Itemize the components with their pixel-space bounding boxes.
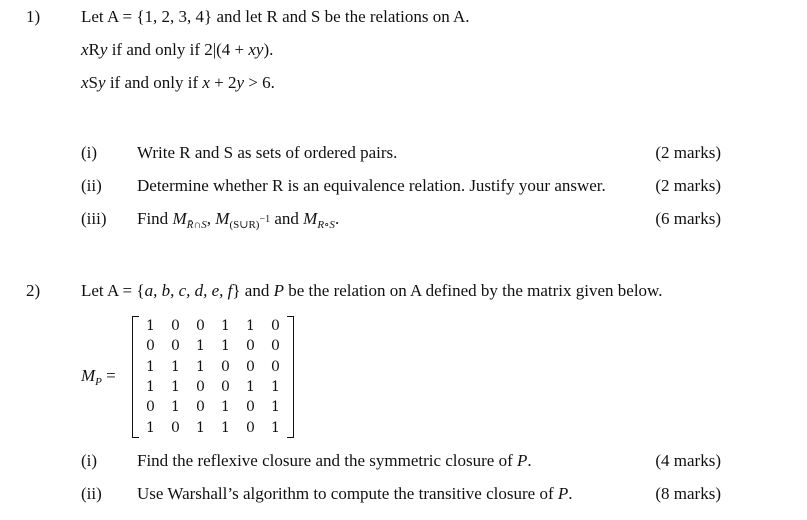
q1-part-ii-text: Determine whether R is an equivalence relation. Justify your answer. [137, 176, 606, 195]
matrix-cell: 1 [271, 419, 280, 436]
relation-s-definition: xSy if and only if x + 2y > 6. [81, 73, 275, 92]
matrix-cell: 1 [146, 379, 155, 396]
matrix-cell: 1 [221, 419, 230, 436]
q2-part-ii-text: Use Warshall’s algorithm to compute the transitive closure of P. [137, 484, 573, 503]
matrix-cell: 0 [271, 338, 280, 355]
q2-part-ii-marks: (8 marks) [655, 484, 721, 503]
q1-part-iii-text: Find $M_{R̄\cap S}$, $M_{(S\cup R)}-1$ and $M_{R\circ S}$. [137, 209, 340, 231]
q1-part-i-text: Write R and S as sets of ordered pairs. [137, 143, 398, 162]
matrix-cell: 1 [196, 419, 205, 436]
matrix-cell: 1 [171, 358, 180, 375]
matrix-cell: 0 [171, 338, 180, 355]
matrix-cell: 0 [246, 419, 255, 436]
matrix-label: $M_P$ = [81, 366, 116, 388]
matrix-cell: 1 [196, 358, 205, 375]
q2-part-i-text: Find the reflexive closure and the symmetric closure of P. [137, 451, 532, 470]
matrix-cell: 1 [146, 318, 155, 335]
matrix-cell: 0 [221, 358, 230, 375]
q1-part-i-label: (i) [81, 143, 98, 162]
matrix-cell: 0 [171, 419, 180, 436]
matrix-cell: 0 [271, 358, 280, 375]
q2-part-i-label: (i) [81, 451, 98, 470]
matrix-cell: 0 [221, 379, 230, 396]
q2-part-ii-label: (ii) [81, 484, 102, 503]
matrix-cell: 1 [171, 379, 180, 396]
matrix-cell: 0 [246, 399, 255, 416]
question-1-intro: Let A = {1, 2, 3, 4} and let R and S be the relations on A. [81, 7, 470, 26]
question-2-number: 2) [26, 281, 41, 300]
q1-part-iii-label: (iii) [81, 209, 107, 228]
q2-part-i-marks: (4 marks) [655, 451, 721, 470]
matrix-cell: 0 [196, 399, 205, 416]
matrix-cell: 1 [221, 318, 230, 335]
matrix-cell: 1 [246, 318, 255, 335]
matrix-cell: 1 [146, 358, 155, 375]
matrix-entries [138, 316, 288, 438]
matrix-cell: 0 [246, 358, 255, 375]
matrix-cell: 1 [271, 379, 280, 396]
q1-part-iii-marks: (6 marks) [655, 209, 721, 228]
matrix-cell: 0 [246, 338, 255, 355]
matrix-cell: 0 [196, 379, 205, 396]
matrix-right-bracket [287, 316, 294, 438]
matrix-cell: 1 [271, 399, 280, 416]
matrix-cell: 0 [146, 338, 155, 355]
matrix-cell: 1 [246, 379, 255, 396]
matrix-cell: 1 [221, 399, 230, 416]
matrix-cell: 1 [196, 338, 205, 355]
relation-matrix [132, 316, 294, 438]
question-1-number: 1) [26, 7, 41, 26]
matrix-cell: 0 [196, 318, 205, 335]
matrix-cell: 1 [146, 419, 155, 436]
matrix-cell: 0 [171, 318, 180, 335]
question-2-intro: Let A = {a, b, c, d, e, f} and P be the relation on A defined by the matrix given below. [81, 281, 663, 300]
matrix-cell: 1 [221, 338, 230, 355]
q1-part-ii-marks: (2 marks) [655, 176, 721, 195]
matrix-cell: 1 [171, 399, 180, 416]
matrix-cell: 0 [271, 318, 280, 335]
matrix-cell: 0 [146, 399, 155, 416]
q1-part-i-marks: (2 marks) [655, 143, 721, 162]
relation-r-definition: xRy if and only if 2|(4 + xy). [81, 40, 274, 59]
q1-part-ii-label: (ii) [81, 176, 102, 195]
